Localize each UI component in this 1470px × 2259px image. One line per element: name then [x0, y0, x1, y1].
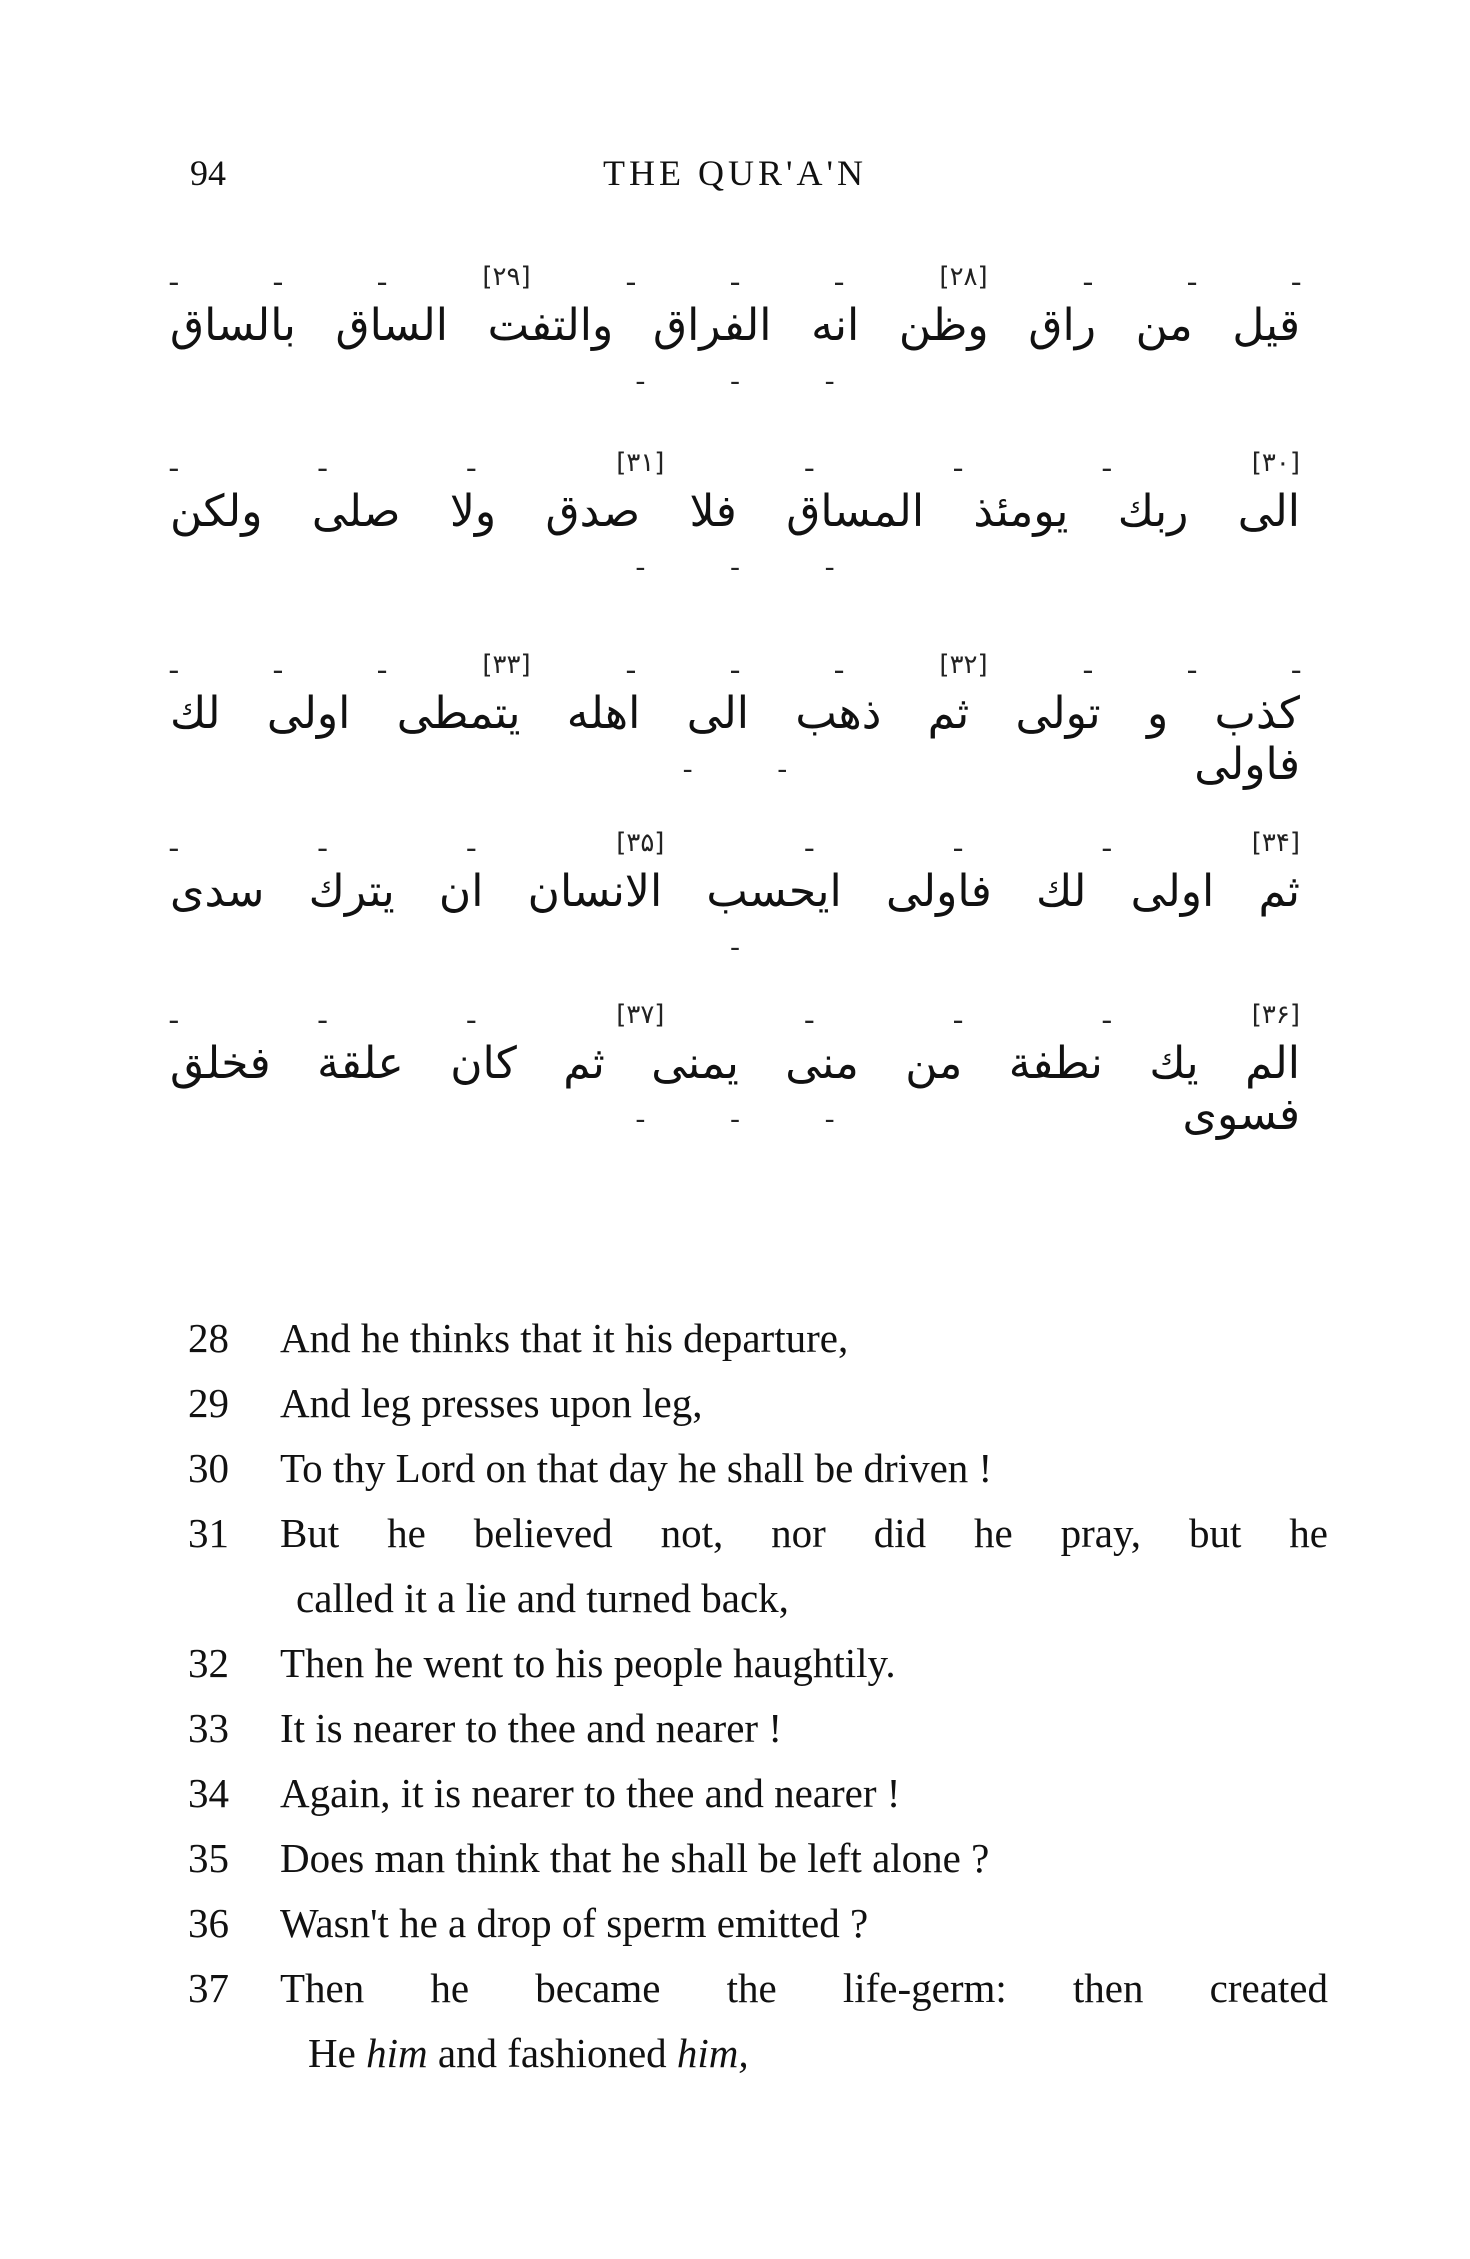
verse-text: Then he went to his people haughtily. — [280, 1640, 896, 1686]
verse-30 — [188, 1436, 1328, 1501]
verse-28 — [188, 1306, 1328, 1371]
verse-text: Does man think that he shall be left alone ? — [280, 1835, 990, 1881]
verse-fragment: He — [308, 2030, 356, 2076]
verse-number: 31 — [188, 1510, 229, 1556]
arabic-line-4 — [170, 828, 1300, 978]
page-number: 94 — [190, 153, 226, 193]
translation — [188, 1306, 1328, 2086]
diacritic-marks-below: ـ ـ ـ — [636, 1100, 834, 1128]
arabic-line-5 — [170, 1000, 1300, 1150]
verse-text: And leg presses upon leg, — [280, 1380, 703, 1426]
verse-continuation: called it a lie and turned back, — [296, 1575, 789, 1621]
verse-number: 33 — [188, 1705, 229, 1751]
diacritic-marks: ـ ـ ـ [۲۸] ـ ـ ـ [۲۹] ـ ـ ـ — [170, 262, 1301, 292]
verse-31 — [188, 1501, 1328, 1566]
verse-text: Then he became the life-germ: then created — [280, 1965, 1328, 2011]
verse-number: 36 — [188, 1900, 229, 1946]
arabic-text: قيل من راق وظن انه الفراق والتفت الساق بالساق — [170, 300, 1300, 351]
verse-fragment: and fashioned — [437, 2030, 667, 2076]
verse-number: 32 — [188, 1640, 229, 1686]
verse-text: Wasn't he a drop of sperm emitted ? — [280, 1900, 869, 1946]
diacritic-marks-below: ـ ـ ـ — [636, 548, 834, 576]
verse-text: Again, it is nearer to thee and nearer ! — [280, 1770, 901, 1816]
verse-number: 37 — [188, 1965, 229, 2011]
arabic-text: كذب و تولى ثم ذهب الى اهله يتمطى اولى لك فاولى — [170, 688, 1300, 790]
verse-text: It is nearer to thee and nearer ! — [280, 1705, 782, 1751]
arabic-line-2 — [170, 448, 1300, 598]
verse-number: 35 — [188, 1835, 229, 1881]
verse-36 — [188, 1891, 1328, 1956]
verse-35 — [188, 1826, 1328, 1891]
verse-29 — [188, 1371, 1328, 1436]
verse-text: But he believed not, nor did he pray, but he — [280, 1510, 1328, 1556]
arabic-text: الم يك نطفة من منى يمنى ثم كان علقة فخلق فسوى — [170, 1038, 1300, 1140]
diacritic-marks-below: ـ — [731, 928, 739, 956]
verse-32 — [188, 1631, 1328, 1696]
verse-fragment-italic: him, — [676, 2030, 749, 2076]
diacritic-marks: [۳۶] ـ ـ ـ [۳۷] ـ ـ ـ — [170, 1000, 1300, 1030]
diacritic-marks-below: ـ ـ — [684, 750, 786, 778]
verse-text: To thy Lord on that day he shall be driven ! — [280, 1445, 993, 1491]
verse-continuation — [188, 2021, 1328, 2086]
diacritic-marks: [۳۰] ـ ـ ـ [۳۱] ـ ـ ـ — [170, 448, 1300, 478]
arabic-text: الى ربك يومئذ المساق فلا صدق ولا صلى ولكن — [170, 486, 1300, 537]
verse-number: 34 — [188, 1770, 229, 1816]
verse-34 — [188, 1761, 1328, 1826]
verse-37 — [188, 1956, 1328, 2021]
running-title: THE QUR'A'N — [603, 153, 867, 193]
verse-number: 28 — [188, 1315, 229, 1361]
verse-number: 29 — [188, 1380, 229, 1426]
arabic-line-3 — [170, 650, 1300, 800]
diacritic-marks: [۳۴] ـ ـ ـ [۳۵] ـ ـ ـ — [170, 828, 1300, 858]
verse-fragment-italic: him — [366, 2030, 428, 2076]
verse-33 — [188, 1696, 1328, 1761]
diacritic-marks: ـ ـ ـ [۳۲] ـ ـ ـ [۳۳] ـ ـ ـ — [170, 650, 1301, 680]
verse-text: And he thinks that it his departure, — [280, 1315, 849, 1361]
verse-number: 30 — [188, 1445, 229, 1491]
arabic-line-1 — [170, 262, 1300, 412]
diacritic-marks-below: ـ ـ ـ — [636, 362, 834, 390]
arabic-text: ثم اولى لك فاولى ايحسب الانسان ان يترك سدى — [170, 866, 1300, 917]
